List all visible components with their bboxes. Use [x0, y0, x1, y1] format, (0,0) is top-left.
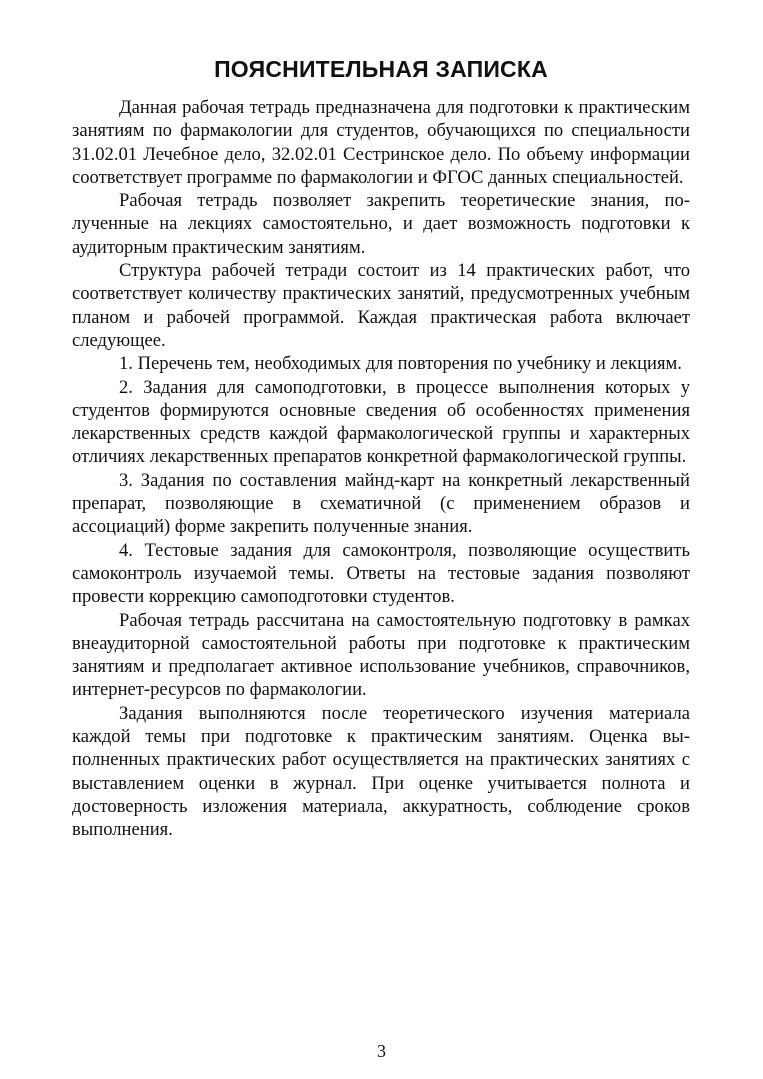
list-item-mind-maps: 3. Задания по составления майнд-карт на конкретный лекарственный препарат, позволяющие в схематичной (с применением образов и ассоциаций) форме закрепить полученные знания. [72, 469, 690, 538]
paragraph-intro: Данная рабочая тетрадь предназначена для подготовки к практическим занятиям по фармакологии для студентов, обучающихся по специальности 31.02.01 Лечебное дело, 32.02.01 Сестринское дело. По объему информации соответствует программе по фармакологии и ФГОС данных специальностей. [72, 97, 690, 188]
page-content [72, 52, 690, 842]
list-item-self-study: 2. Задания для самоподготовки, в процессе выполнения которых у студентов формируются основные сведения об особенностях применения лекарственных средств каждой фармакологической группы и характерных отличиях лекарственных препаратов конкретной фармакологической группы. [72, 376, 690, 468]
list-item-tests: 4. Тестовые задания для самоконтроля, позволяющие осуществить самоконтроль изучаемой темы. Ответы на тестовые задания позволяют провести коррекцию самоподготовки студентов. [72, 539, 690, 608]
paragraph-purpose: Рабочая тетрадь позволяет закрепить теоретические знания, полученные на лекциях самостоятельно, и дает возможность подготовки к аудиторным практическим занятиям. [72, 190, 690, 258]
page-title: ПОЯСНИТЕЛЬНАЯ ЗАПИСКА [214, 56, 548, 82]
paragraph-workload: Рабочая тетрадь рассчитана на самостоятельную подготовку в рамках внеаудиторной самостоятельной работы при подготовке к практическим занятиям и предполагает активное использование учебников, справочников, интернет-ресурсов по фармакологии. [72, 609, 690, 701]
body-text [72, 96, 690, 842]
list-item-topics: 1. Перечень тем, необходимых для повторения по учебнику и лекциям. [119, 353, 682, 375]
page-number: 3 [377, 1041, 386, 1061]
paragraph-assessment: Задания выполняются после теоретического изучения материала каждой темы при подготовке к практическим занятиям. Оценка выполненных практических работ осуществляется на практических занятиях с выставлением оценки в журнал. При оценке учитывается полнота и достоверность изложения материала, аккуратность, соблюдение сроков выполнения. [72, 702, 690, 841]
paragraph-structure: Структура рабочей тетради состоит из 14 практических работ, что соответствует количеству практических занятий, предусмотренных учебным планом и рабочей программой. Каждая практическая работа включает следующее. [72, 260, 690, 351]
